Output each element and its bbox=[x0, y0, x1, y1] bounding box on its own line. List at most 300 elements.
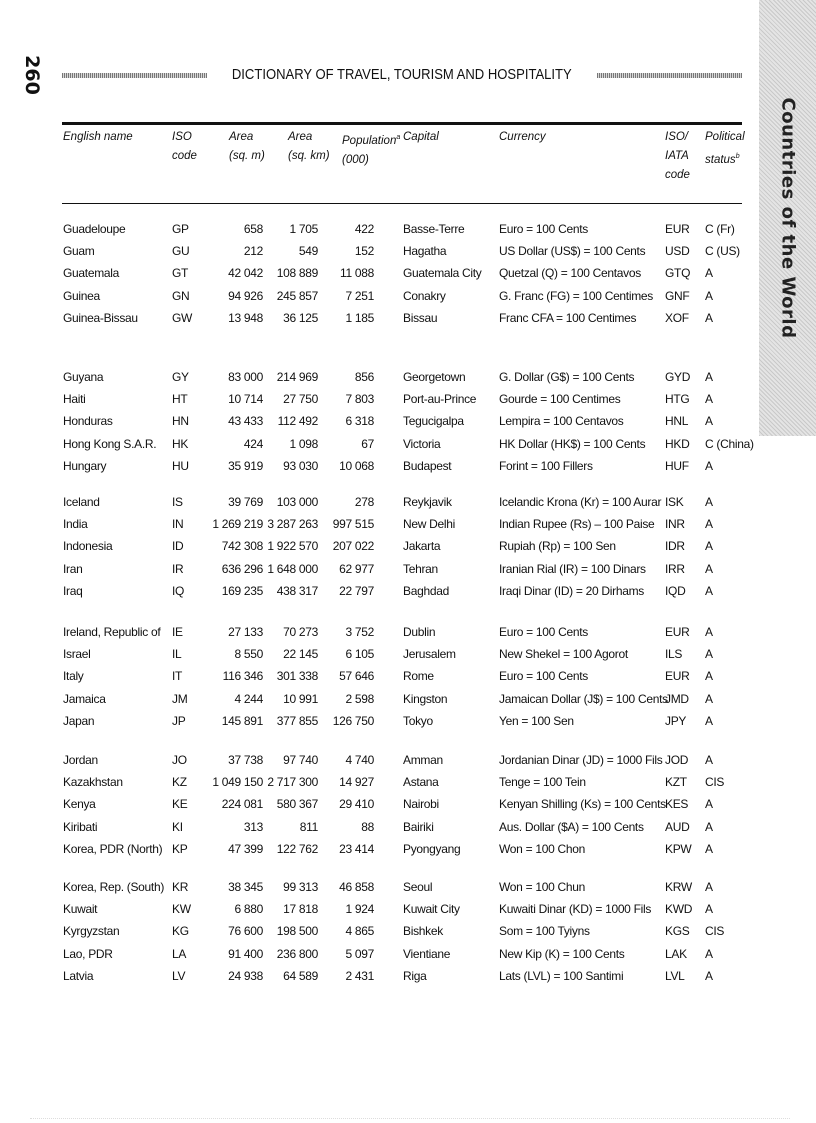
header-iso-iata-code: ISO/ IATA code bbox=[665, 131, 690, 181]
cell-capital: Nairobi bbox=[403, 797, 439, 812]
cell-iso-code: GT bbox=[172, 266, 189, 281]
cell-area-sq-km: 377 855 bbox=[276, 713, 318, 728]
cell-capital: Conakry bbox=[403, 288, 446, 303]
cell-population: 10 068 bbox=[339, 458, 374, 473]
cell-area-sq-km: 93 030 bbox=[283, 458, 318, 473]
cell-political-status: C (Fr) bbox=[705, 222, 735, 236]
table-row bbox=[0, 665, 816, 687]
cell-area-sq-km: 811 bbox=[299, 819, 318, 834]
cell-iata-code: IDR bbox=[665, 539, 685, 554]
cell-capital: Jakarta bbox=[403, 539, 441, 554]
cell-capital: Rome bbox=[403, 669, 434, 684]
cell-area-sq-m: 37 738 bbox=[228, 753, 263, 767]
cell-area-sq-m: 313 bbox=[243, 819, 263, 834]
cell-area-sq-km: 236 800 bbox=[276, 946, 318, 961]
header-political-status: Political status$^b$ bbox=[705, 131, 745, 166]
cell-capital: Tegucigalpa bbox=[403, 414, 464, 429]
cell-country-name: Kyrgyzstan bbox=[63, 924, 120, 939]
cell-area-sq-m: 212 bbox=[243, 244, 263, 259]
cell-area-sq-km: 17 818 bbox=[283, 902, 318, 917]
cell-iso-code: KI bbox=[172, 819, 183, 834]
table-row bbox=[0, 920, 816, 942]
header-iso-code: ISO code bbox=[172, 131, 197, 162]
cell-area-sq-m: 424 bbox=[243, 436, 263, 451]
cell-area-sq-m: 13 948 bbox=[228, 310, 263, 325]
cell-political-status: C (US) bbox=[705, 244, 740, 259]
cell-country-name: Guadeloupe bbox=[63, 222, 126, 236]
cell-capital: Pyongyang bbox=[403, 841, 461, 856]
table-row bbox=[0, 513, 816, 535]
cell-iata-code: IQD bbox=[665, 583, 686, 598]
cell-political-status: A bbox=[705, 310, 713, 325]
cell-currency: G. Franc (FG) = 100 Centimes bbox=[499, 288, 653, 303]
cell-population: 14 927 bbox=[339, 775, 374, 790]
cell-population: 7 803 bbox=[345, 392, 374, 407]
cell-country-name: Lao, PDR bbox=[63, 946, 113, 961]
cell-area-sq-km: 198 500 bbox=[276, 924, 318, 939]
cell-iata-code: INR bbox=[665, 517, 685, 532]
cell-country-name: Kiribati bbox=[63, 819, 98, 834]
cell-area-sq-km: 1 648 000 bbox=[267, 561, 318, 576]
cell-iata-code: JMD bbox=[665, 691, 689, 706]
cell-currency: Kuwaiti Dinar (KD) = 1000 Fils bbox=[499, 902, 652, 917]
cell-currency: US Dollar (US$) = 100 Cents bbox=[499, 244, 646, 259]
cell-political-status: A bbox=[705, 797, 713, 812]
cell-capital: Seoul bbox=[403, 880, 433, 894]
cell-political-status: A bbox=[705, 392, 713, 407]
cell-political-status: A bbox=[705, 968, 713, 983]
cell-area-sq-m: 8 550 bbox=[234, 647, 263, 662]
cell-area-sq-m: 47 399 bbox=[228, 841, 263, 856]
cell-population: 62 977 bbox=[339, 561, 374, 576]
cell-country-name: India bbox=[63, 517, 88, 532]
cell-iso-code: KZ bbox=[172, 775, 187, 790]
cell-currency: Iraqi Dinar (ID) = 20 Dirhams bbox=[499, 583, 645, 598]
cell-area-sq-m: 145 891 bbox=[221, 713, 263, 728]
cell-area-sq-m: 83 000 bbox=[228, 370, 263, 384]
cell-iata-code: LAK bbox=[665, 946, 687, 961]
cell-iso-code: IN bbox=[172, 517, 184, 532]
cell-political-status: C (China) bbox=[705, 436, 754, 451]
cell-currency: Euro = 100 Cents bbox=[499, 669, 588, 684]
cell-capital: Victoria bbox=[403, 436, 441, 451]
cell-iata-code: HNL bbox=[665, 414, 689, 429]
cell-iso-code: HU bbox=[172, 458, 189, 473]
table-row bbox=[0, 410, 816, 432]
cell-iata-code: KRW bbox=[665, 880, 692, 894]
cell-iso-code: KW bbox=[172, 902, 191, 917]
table-row bbox=[0, 816, 816, 838]
cell-area-sq-km: 1 922 570 bbox=[267, 539, 318, 554]
cell-iso-code: JP bbox=[172, 713, 186, 728]
cell-country-name: Hungary bbox=[63, 458, 107, 473]
cell-iata-code: EUR bbox=[665, 669, 690, 684]
cell-iso-code: IQ bbox=[172, 583, 185, 598]
cell-currency: Jamaican Dollar (J$) = 100 Cents bbox=[499, 691, 668, 706]
cell-population: 207 022 bbox=[332, 539, 374, 554]
cell-area-sq-km: 1 098 bbox=[289, 436, 318, 451]
cell-iso-code: IL bbox=[172, 647, 182, 662]
cell-capital: Tehran bbox=[403, 561, 438, 576]
cell-population: 2 598 bbox=[345, 691, 374, 706]
cell-currency: Lempira = 100 Centavos bbox=[499, 414, 624, 429]
cell-iata-code: EUR bbox=[665, 222, 690, 236]
cell-population: 278 bbox=[354, 495, 374, 509]
cell-iso-code: JM bbox=[172, 691, 188, 706]
cell-capital: Budapest bbox=[403, 458, 452, 473]
cell-iata-code: ISK bbox=[665, 495, 684, 509]
cell-political-status: CIS bbox=[705, 775, 725, 790]
cell-country-name: Israel bbox=[63, 647, 91, 662]
cell-political-status: A bbox=[705, 495, 713, 509]
cell-iata-code: IRR bbox=[665, 561, 685, 576]
cell-political-status: A bbox=[705, 946, 713, 961]
cell-political-status: A bbox=[705, 414, 713, 429]
table-row bbox=[0, 218, 816, 240]
cell-currency: Quetzal (Q) = 100 Centavos bbox=[499, 266, 641, 281]
table-row bbox=[0, 621, 816, 643]
table-header-rule bbox=[62, 203, 742, 204]
cell-area-sq-m: 1 269 219 bbox=[212, 517, 263, 532]
cell-political-status: A bbox=[705, 880, 713, 894]
cell-political-status: A bbox=[705, 691, 713, 706]
cell-area-sq-m: 27 133 bbox=[228, 625, 263, 639]
cell-country-name: Guatemala bbox=[63, 266, 119, 281]
cell-population: 23 414 bbox=[339, 841, 374, 856]
cell-currency: Euro = 100 Cents bbox=[499, 222, 588, 236]
cell-iata-code: GNF bbox=[665, 288, 690, 303]
cell-political-status: A bbox=[705, 539, 713, 554]
cell-population: 67 bbox=[361, 436, 374, 451]
cell-area-sq-m: 43 433 bbox=[228, 414, 263, 429]
cell-area-sq-m: 636 296 bbox=[221, 561, 263, 576]
cell-population: 1 185 bbox=[345, 310, 374, 325]
running-head-title: DICTIONARY OF TRAVEL, TOURISM AND HOSPITALITY bbox=[232, 67, 572, 83]
header-population: Population$^a$ (000) bbox=[342, 134, 401, 166]
cell-area-sq-m: 224 081 bbox=[221, 797, 263, 812]
cell-country-name: Italy bbox=[63, 669, 84, 684]
cell-iata-code: HKD bbox=[665, 436, 690, 451]
cell-capital: Reykjavik bbox=[403, 495, 452, 509]
cell-political-status: A bbox=[705, 370, 713, 384]
cell-capital: Jerusalem bbox=[403, 647, 456, 662]
cell-capital: Dublin bbox=[403, 625, 436, 639]
table-row bbox=[0, 307, 816, 329]
cell-iata-code: KGS bbox=[665, 924, 690, 939]
cell-population: 4 865 bbox=[345, 924, 374, 939]
table-row bbox=[0, 643, 816, 665]
cell-country-name: Guinea bbox=[63, 288, 100, 303]
table-row bbox=[0, 771, 816, 793]
cell-iata-code: HUF bbox=[665, 458, 689, 473]
cell-area-sq-m: 94 926 bbox=[228, 288, 263, 303]
cell-iso-code: KG bbox=[172, 924, 189, 939]
cell-iata-code: HTG bbox=[665, 392, 690, 407]
cell-currency: Rupiah (Rp) = 100 Sen bbox=[499, 539, 616, 554]
cell-iso-code: IS bbox=[172, 495, 183, 509]
cell-iata-code: KES bbox=[665, 797, 689, 812]
cell-area-sq-km: 97 740 bbox=[283, 753, 318, 767]
header-capital: Capital bbox=[403, 131, 439, 143]
cell-area-sq-km: 22 145 bbox=[283, 647, 318, 662]
cell-iso-code: LA bbox=[172, 946, 187, 961]
cell-currency: Euro = 100 Cents bbox=[499, 625, 588, 639]
cell-country-name: Guyana bbox=[63, 370, 104, 384]
cell-capital: Guatemala City bbox=[403, 266, 482, 281]
cell-area-sq-km: 214 969 bbox=[276, 370, 318, 384]
cell-political-status: A bbox=[705, 669, 713, 684]
cell-country-name: Guinea-Bissau bbox=[63, 310, 138, 325]
cell-currency: Aus. Dollar ($A) = 100 Cents bbox=[499, 819, 644, 834]
cell-political-status: A bbox=[705, 458, 713, 473]
cell-area-sq-m: 742 308 bbox=[221, 539, 263, 554]
cell-currency: Yen = 100 Sen bbox=[499, 713, 574, 728]
cell-currency: Kenyan Shilling (Ks) = 100 Cents bbox=[499, 797, 666, 812]
cell-iso-code: LV bbox=[172, 968, 186, 983]
cell-area-sq-m: 1 049 150 bbox=[212, 775, 263, 790]
cell-population: 46 858 bbox=[339, 880, 374, 894]
cell-iso-code: IE bbox=[172, 625, 183, 639]
cell-iso-code: GW bbox=[172, 310, 193, 325]
cell-iata-code: AUD bbox=[665, 819, 690, 834]
cell-iso-code: IT bbox=[172, 669, 183, 684]
cell-area-sq-km: 70 273 bbox=[283, 625, 318, 639]
cell-iata-code: JOD bbox=[665, 753, 689, 767]
header-area-sq-m: Area (sq. m) bbox=[229, 131, 265, 162]
cell-currency: New Kip (K) = 100 Cents bbox=[499, 946, 625, 961]
cell-population: 126 750 bbox=[332, 713, 374, 728]
header-area-sq-km: Area (sq. km) bbox=[288, 131, 330, 162]
cell-population: 1 924 bbox=[345, 902, 374, 917]
cell-political-status: A bbox=[705, 819, 713, 834]
cell-political-status: A bbox=[705, 266, 713, 281]
cell-currency: G. Dollar (G$) = 100 Cents bbox=[499, 370, 635, 384]
cell-population: 856 bbox=[354, 370, 374, 384]
cell-iso-code: ID bbox=[172, 539, 184, 554]
cell-political-status: A bbox=[705, 753, 713, 767]
cell-population: 4 740 bbox=[345, 753, 374, 767]
table-row bbox=[0, 262, 816, 284]
cell-iata-code: ILS bbox=[665, 647, 683, 662]
table-row bbox=[0, 965, 816, 987]
running-header bbox=[62, 67, 742, 83]
cell-capital: Riga bbox=[403, 968, 427, 983]
cell-currency: Franc CFA = 100 Centimes bbox=[499, 310, 637, 325]
cell-population: 5 097 bbox=[345, 946, 374, 961]
cell-iso-code: GP bbox=[172, 222, 189, 236]
cell-currency: Icelandic Krona (Kr) = 100 Aurar bbox=[499, 495, 662, 509]
cell-iso-code: GU bbox=[172, 244, 190, 259]
cell-area-sq-m: 24 938 bbox=[228, 968, 263, 983]
cell-currency: Won = 100 Chun bbox=[499, 880, 585, 894]
cell-political-status: A bbox=[705, 713, 713, 728]
cell-population: 152 bbox=[354, 244, 374, 259]
table-row bbox=[0, 898, 816, 920]
cell-country-name: Haiti bbox=[63, 392, 86, 407]
cell-iso-code: GY bbox=[172, 370, 189, 384]
cell-country-name: Latvia bbox=[63, 968, 94, 983]
cell-political-status: A bbox=[705, 517, 713, 532]
cell-population: 57 646 bbox=[339, 669, 374, 684]
cell-country-name: Jamaica bbox=[63, 691, 106, 706]
cell-country-name: Hong Kong S.A.R. bbox=[63, 436, 157, 451]
cell-country-name: Japan bbox=[63, 713, 95, 728]
cell-iata-code: KZT bbox=[665, 775, 687, 790]
cell-country-name: Iceland bbox=[63, 495, 100, 509]
table-row bbox=[0, 580, 816, 602]
cell-currency: Som = 100 Tyiyns bbox=[499, 924, 590, 939]
cell-area-sq-km: 103 000 bbox=[276, 495, 318, 509]
cell-iata-code: LVL bbox=[665, 968, 685, 983]
cell-country-name: Kuwait bbox=[63, 902, 98, 917]
cell-political-status: A bbox=[705, 583, 713, 598]
cell-capital: Bissau bbox=[403, 310, 438, 325]
cell-capital: Bishkek bbox=[403, 924, 443, 939]
cell-capital: Amman bbox=[403, 753, 443, 767]
cell-capital: Basse-Terre bbox=[403, 222, 465, 236]
cell-population: 422 bbox=[354, 222, 374, 236]
table-row bbox=[0, 710, 816, 732]
cell-area-sq-m: 35 919 bbox=[228, 458, 263, 473]
cell-area-sq-km: 36 125 bbox=[283, 310, 318, 325]
cell-capital: Astana bbox=[403, 775, 439, 790]
cell-area-sq-km: 122 762 bbox=[276, 841, 318, 856]
cell-currency: Lats (LVL) = 100 Santimi bbox=[499, 968, 624, 983]
table-row bbox=[0, 433, 816, 455]
cell-political-status: A bbox=[705, 841, 713, 856]
cell-country-name: Korea, PDR (North) bbox=[63, 841, 163, 856]
table-row bbox=[0, 749, 816, 771]
cell-iata-code: GYD bbox=[665, 370, 691, 384]
cell-country-name: Guam bbox=[63, 244, 95, 259]
cell-area-sq-km: 1 705 bbox=[289, 222, 318, 236]
cell-population: 6 318 bbox=[345, 414, 374, 429]
header-currency: Currency bbox=[499, 131, 546, 143]
cell-iata-code: GTQ bbox=[665, 266, 691, 281]
cell-population: 88 bbox=[361, 819, 374, 834]
cell-currency: Won = 100 Chon bbox=[499, 841, 585, 856]
cell-iata-code: KPW bbox=[665, 841, 692, 856]
cell-population: 7 251 bbox=[345, 288, 374, 303]
cell-population: 11 088 bbox=[339, 266, 374, 281]
cell-capital: New Delhi bbox=[403, 517, 455, 532]
cell-area-sq-km: 3 287 263 bbox=[267, 517, 318, 532]
cell-capital: Kingston bbox=[403, 691, 448, 706]
cell-political-status: A bbox=[705, 561, 713, 576]
cell-currency: Indian Rupee (Rs) – 100 Paise bbox=[499, 517, 655, 532]
cell-iso-code: JO bbox=[172, 753, 187, 767]
cell-area-sq-km: 108 889 bbox=[276, 266, 318, 281]
cell-currency: New Shekel = 100 Agorot bbox=[499, 647, 628, 662]
cell-country-name: Iraq bbox=[63, 583, 83, 598]
cell-political-status: A bbox=[705, 647, 713, 662]
page-number: 260 bbox=[21, 55, 43, 95]
cell-area-sq-km: 549 bbox=[298, 244, 318, 259]
cell-country-name: Kenya bbox=[63, 797, 96, 812]
cell-area-sq-km: 64 589 bbox=[283, 968, 318, 983]
cell-area-sq-km: 27 750 bbox=[283, 392, 318, 407]
cell-political-status: CIS bbox=[705, 924, 725, 939]
table-row bbox=[0, 793, 816, 815]
table-row bbox=[0, 838, 816, 860]
table-row bbox=[0, 535, 816, 557]
cell-country-name: Honduras bbox=[63, 414, 113, 429]
table-row bbox=[0, 285, 816, 307]
table-row bbox=[0, 876, 816, 898]
cell-currency: Forint = 100 Fillers bbox=[499, 458, 593, 473]
section-side-tab: Countries of the World bbox=[759, 0, 816, 436]
cell-capital: Bairiki bbox=[403, 819, 434, 834]
cell-area-sq-m: 38 345 bbox=[228, 880, 263, 894]
cell-population: 997 515 bbox=[332, 517, 374, 532]
cell-population: 6 105 bbox=[345, 647, 374, 662]
cell-currency: Gourde = 100 Centimes bbox=[499, 392, 621, 407]
cell-area-sq-m: 658 bbox=[243, 222, 263, 236]
cell-population: 3 752 bbox=[345, 625, 374, 639]
header-english-name: English name bbox=[63, 131, 133, 143]
cell-population: 29 410 bbox=[339, 797, 374, 812]
table-row bbox=[0, 943, 816, 965]
cell-country-name: Indonesia bbox=[63, 539, 113, 554]
table-row bbox=[0, 558, 816, 580]
header-rule-left bbox=[62, 73, 207, 78]
table-row bbox=[0, 455, 816, 477]
table-row bbox=[0, 688, 816, 710]
cell-iata-code: XOF bbox=[665, 310, 689, 325]
page-footer-rule bbox=[30, 1118, 790, 1119]
cell-iso-code: KP bbox=[172, 841, 188, 856]
cell-area-sq-m: 10 714 bbox=[228, 392, 263, 407]
cell-capital: Georgetown bbox=[403, 370, 466, 384]
table-row bbox=[0, 240, 816, 262]
cell-iata-code: EUR bbox=[665, 625, 690, 639]
cell-iso-code: HT bbox=[172, 392, 188, 407]
cell-area-sq-m: 42 042 bbox=[228, 266, 263, 281]
cell-iso-code: KR bbox=[172, 880, 189, 894]
cell-iso-code: HK bbox=[172, 436, 189, 451]
cell-area-sq-m: 169 235 bbox=[221, 583, 263, 598]
cell-population: 22 797 bbox=[339, 583, 374, 598]
cell-capital: Hagatha bbox=[403, 244, 447, 259]
cell-area-sq-m: 39 769 bbox=[228, 495, 263, 509]
cell-area-sq-km: 10 991 bbox=[283, 691, 318, 706]
table-top-rule bbox=[62, 122, 742, 125]
cell-country-name: Jordan bbox=[63, 753, 98, 767]
table-row bbox=[0, 366, 816, 388]
cell-country-name: Kazakhstan bbox=[63, 775, 123, 790]
cell-currency: Jordanian Dinar (JD) = 1000 Fils bbox=[499, 753, 663, 767]
cell-iso-code: HN bbox=[172, 414, 189, 429]
cell-area-sq-km: 245 857 bbox=[276, 288, 318, 303]
cell-area-sq-m: 91 400 bbox=[228, 946, 263, 961]
cell-country-name: Korea, Rep. (South) bbox=[63, 880, 165, 894]
cell-currency: Iranian Rial (IR) = 100 Dinars bbox=[499, 561, 646, 576]
cell-iata-code: KWD bbox=[665, 902, 693, 917]
cell-country-name: Ireland, Republic of bbox=[63, 625, 161, 639]
cell-capital: Kuwait City bbox=[403, 902, 460, 917]
cell-area-sq-km: 580 367 bbox=[276, 797, 318, 812]
cell-area-sq-m: 116 346 bbox=[222, 669, 263, 684]
cell-currency: Tenge = 100 Tein bbox=[499, 775, 586, 790]
cell-iso-code: GN bbox=[172, 288, 190, 303]
table-row bbox=[0, 491, 816, 513]
header-rule-right bbox=[597, 73, 742, 78]
cell-area-sq-km: 301 338 bbox=[276, 669, 318, 684]
cell-area-sq-km: 2 717 300 bbox=[267, 775, 318, 790]
cell-capital: Baghdad bbox=[403, 583, 449, 598]
cell-area-sq-m: 6 880 bbox=[234, 902, 263, 917]
cell-area-sq-km: 438 317 bbox=[276, 583, 318, 598]
